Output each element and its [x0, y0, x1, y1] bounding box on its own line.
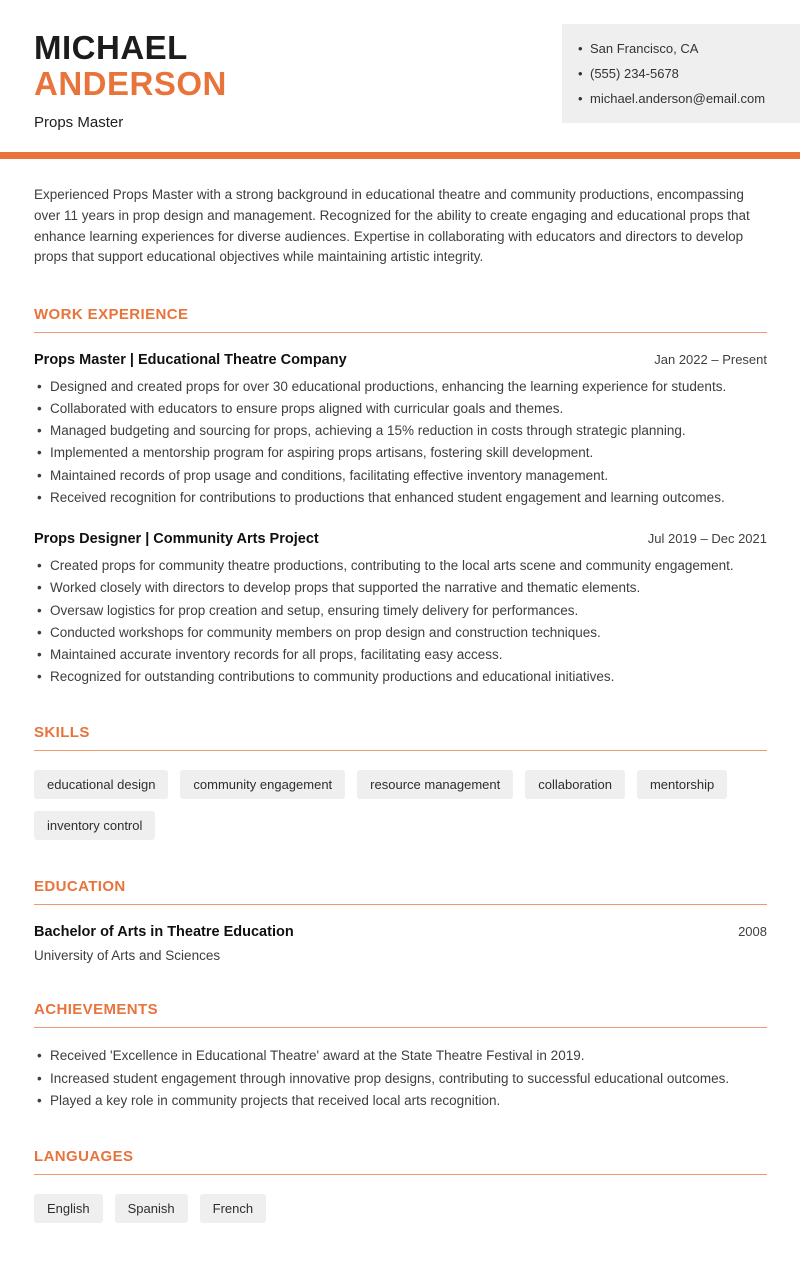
- skills-heading: SKILLS: [34, 724, 767, 751]
- education-year: 2008: [738, 924, 767, 940]
- summary-paragraph: Experienced Props Master with a strong background in educational theatre and community productions, encompassing over 11 years in prop design and management. Recognized for the ability to create engaging and educational props that enhance learning experiences for diverse audiences. Expertise in collaborating with educators and directors to develop props that support educational objectives while maintaining artistic integrity.: [34, 187, 750, 265]
- job-dates: Jan 2022 – Present: [654, 351, 767, 367]
- resume-content: [0, 185, 800, 1263]
- language-chip: English: [34, 1194, 103, 1223]
- education-heading: EDUCATION: [34, 878, 767, 905]
- skills-list: [34, 770, 767, 840]
- bullet-item: • Maintained accurate inventory records for all props, facilitating easy access.: [34, 646, 767, 664]
- section-languages: [34, 1148, 767, 1223]
- language-chip: French: [200, 1194, 266, 1223]
- bullet-item: • Created props for community theatre productions, contributing to the local arts scene and community engagement.: [34, 557, 767, 575]
- work-experience-heading: WORK EXPERIENCE: [34, 306, 767, 333]
- last-name: ANDERSON: [34, 64, 227, 102]
- section-work-experience: [34, 306, 767, 687]
- header-job-title: Props Master: [34, 114, 124, 132]
- bullet-item: • Managed budgeting and sourcing for props, achieving a 15% reduction in costs through strategic planning.: [34, 422, 767, 440]
- languages-heading: LANGUAGES: [34, 1148, 767, 1175]
- identity-block: [34, 24, 227, 131]
- contact-phone: • (555) 234-5678: [578, 61, 782, 86]
- job-dates: Jul 2019 – Dec 2021: [647, 531, 767, 547]
- contact-email: • michael.anderson@email.com: [578, 86, 782, 111]
- section-skills: [34, 724, 767, 840]
- job-bullet-list: [34, 378, 767, 507]
- job-title: Props Master | Educational Theatre Company: [34, 351, 347, 368]
- contact-location: • San Francisco, CA: [578, 36, 782, 61]
- language-chip: Spanish: [115, 1194, 188, 1223]
- bullet-item: • Worked closely with directors to develop props that supported the narrative and thematic elements.: [34, 579, 767, 597]
- accent-divider-bar: [0, 152, 800, 159]
- skill-chip: resource management: [357, 770, 513, 799]
- bullet-item: • Maintained records of prop usage and conditions, facilitating effective inventory management.: [34, 467, 767, 485]
- skill-chip: mentorship: [637, 770, 727, 799]
- section-achievements: [34, 1001, 767, 1110]
- education-school: University of Arts and Sciences: [34, 948, 221, 964]
- education-degree: Bachelor of Arts in Theatre Education: [34, 924, 294, 941]
- bullet-item: • Designed and created props for over 30 educational productions, enhancing the learning experience for students.: [34, 378, 767, 396]
- job-entry: [34, 531, 767, 686]
- bullet-item: • Conducted workshops for community members on prop design and construction techniques.: [34, 624, 767, 642]
- job-header-row: [34, 531, 767, 547]
- section-education: [34, 878, 767, 963]
- bullet-item: • Increased student engagement through innovative prop designs, contributing to successful educational outcomes.: [34, 1070, 767, 1088]
- bullet-item: • Received recognition for contributions to productions that enhanced student engagement and learning outcomes.: [34, 489, 767, 507]
- job-title: Props Designer | Community Arts Project: [34, 531, 319, 548]
- job-header-row: [34, 352, 767, 368]
- bullet-item: • Played a key role in community projects that received local arts recognition.: [34, 1092, 767, 1110]
- bullet-item: • Oversaw logistics for prop creation and setup, ensuring timely delivery for performances.: [34, 602, 767, 620]
- skill-chip: inventory control: [34, 811, 155, 840]
- languages-list: [34, 1194, 767, 1223]
- bullet-item: • Implemented a mentorship program for aspiring props artisans, fostering skill development.: [34, 444, 767, 462]
- bullet-item: • Recognized for outstanding contributions to community productions and educational initiatives.: [34, 668, 767, 686]
- contact-box: [562, 24, 800, 123]
- achievements-bullet-list: [34, 1047, 767, 1110]
- skill-chip: educational design: [34, 770, 168, 799]
- resume-header: [0, 0, 800, 131]
- job-entry: [34, 352, 767, 507]
- first-name: MICHAEL: [34, 29, 188, 66]
- bullet-item: • Received 'Excellence in Educational Theatre' award at the State Theatre Festival in 2019.: [34, 1047, 767, 1065]
- skill-chip: community engagement: [180, 770, 345, 799]
- education-header-row: [34, 924, 767, 940]
- job-bullet-list: [34, 557, 767, 686]
- bullet-item: • Collaborated with educators to ensure props aligned with curricular goals and themes.: [34, 400, 767, 418]
- achievements-heading: ACHIEVEMENTS: [34, 1001, 767, 1028]
- skill-chip: collaboration: [525, 770, 625, 799]
